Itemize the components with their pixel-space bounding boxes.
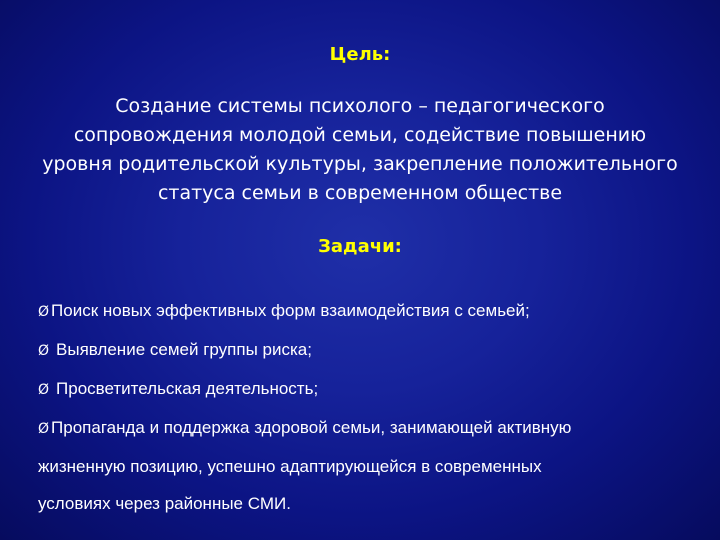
list-item-continuation-text: условиях через районные СМИ. (38, 494, 291, 513)
list-item-continuation-text: жизненную позицию, успешно адаптирующейся в современных (38, 457, 542, 476)
list-item (38, 292, 698, 331)
list-item-text: Пропаганда и поддержка здоровой семьи, занимающей активную (51, 418, 572, 437)
list-item (38, 370, 698, 409)
list-item (38, 409, 698, 448)
list-item-text: Поиск новых эффективных форм взаимодействия с семьей; (51, 301, 530, 320)
list-item-text: Выявление семей группы риска; (56, 340, 312, 359)
tasks-heading: Задачи: (318, 236, 402, 257)
goal-heading: Цель: (329, 44, 391, 65)
arrow-bullet-icon: Ø (38, 304, 50, 320)
list-item (38, 331, 698, 370)
goal-text: Создание системы психолого – педагогического сопровождения молодой семьи, содействие повышению уровня родительской культуры, закрепление положительного статуса семьи в современном обществе (42, 95, 678, 204)
arrow-bullet-icon: Ø (38, 421, 50, 437)
arrow-bullet-icon: Ø (38, 382, 50, 398)
list-item-text: Просветительская деятельность; (56, 379, 319, 398)
arrow-bullet-icon: Ø (38, 343, 50, 359)
list-item-continuation (38, 485, 698, 522)
tasks-list (38, 292, 698, 522)
list-item-continuation (38, 448, 698, 485)
